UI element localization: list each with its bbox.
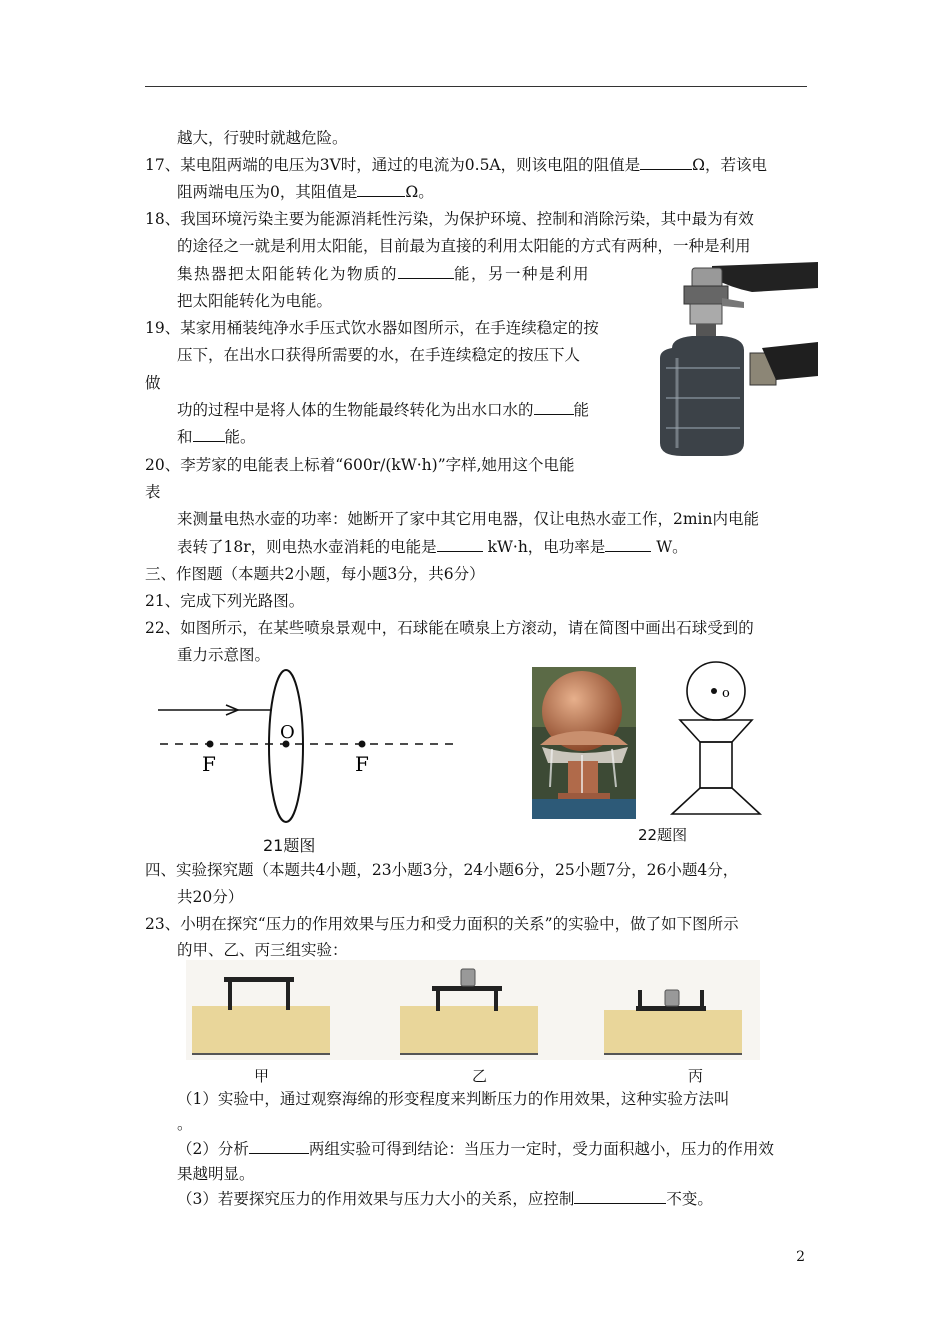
section-4-heading-cont: 共20分） [177,888,244,906]
fountain-schematic [668,658,800,820]
page-number: 2 [796,1249,805,1265]
text-line: 越大，行驶时就越危险。 [177,129,348,147]
question-18-cont: 把太阳能转化为电能。 [177,292,333,310]
question-18-cont: 的途径之一就是利用太阳能，目前最为直接的利用太阳能的方式有两种，一种是利用 [177,237,751,255]
question-19: 19、某家用桶装纯净水手压式饮水器如图所示，在手连续稳定的按 [145,319,599,337]
question-19-cont: 压下，在出水口获得所需要的水，在手连续稳定的按压下人 [177,346,581,364]
answer-blank[interactable] [398,264,454,279]
optical-center-label: O [280,722,295,743]
question-23-part3: （3）若要探究压力的作用效果与压力大小的关系，应控制 不变。 [177,1190,713,1208]
question-18-cont: 集热器把太阳能转化为物质的 能，另一种是利用 [177,265,591,283]
question-19-cont: 做 [145,374,161,392]
question-19-cont: 功的过程中是将人体的生物能最终转化为出水口水的 能 [177,401,590,419]
question-23-part2: （2）分析 两组实验可得到结论：当压力一定时，受力面积越小，压力的作用效 [177,1140,774,1158]
question-17-cont: 阻两端电压为0，其阻值是 Ω。 [177,183,434,201]
question-23-part2-cont: 果越明显。 [177,1165,255,1183]
answer-blank[interactable] [437,537,483,552]
question-22: 22、如图所示，在某些喷泉景观中，石球能在喷泉上方滚动，请在简图中画出石球受到的 [145,619,754,637]
question-19-cont: 和 能。 [177,428,256,446]
water-dispenser-image [652,258,818,458]
experiment-label-jia: 甲 [254,1067,270,1085]
answer-blank[interactable] [605,537,651,552]
question-23-part1: （1）实验中，通过观察海绵的形变程度来判断压力的作用效果，这种实验方法叫 [177,1090,730,1108]
answer-blank[interactable] [357,182,405,197]
question-23: 23、小明在探究“压力的作用效果与压力和受力面积的关系”的实验中，做了如下图所示 [145,915,739,933]
experiment-label-bing: 丙 [688,1067,704,1085]
question-20: 20、李芳家的电能表上标着“600r/(kW·h)”字样,她用这个电能 [145,456,575,474]
section-4-heading: 四、实验探究题（本题共4小题，23小题3分，24小题6分，25小题7分，26小题4分， [145,861,739,879]
question-22-cont: 重力示意图。 [177,646,271,664]
question-20-cont: 表 [145,483,161,501]
question-23-part1-cont: 。 [177,1115,193,1133]
question-21: 21、完成下列光路图。 [145,592,305,610]
focus-label-right: F [355,752,369,776]
ball-center-label: o [722,686,730,701]
fountain-photo [532,667,636,819]
lens-diagram [150,668,470,828]
header-rule [145,86,807,87]
question-23-cont: 的甲、乙、丙三组实验： [177,941,348,959]
fig22-caption: 22题图 [638,826,688,844]
focus-label-left: F [202,752,216,776]
answer-blank[interactable] [640,155,692,170]
question-17: 17、某电阻两端的电压为3V时，通过的电流为0.5A，则该电阻的阻值是 Ω，若该电 [145,156,767,174]
answer-blank[interactable] [534,400,574,415]
fig21-caption: 21题图 [263,836,316,855]
question-20-cont: 来测量电热水壶的功率：她断开了家中其它用电器，仅让电热水壶工作，2min内电能 [177,510,760,528]
question-18: 18、我国环境污染主要为能源消耗性污染，为保护环境、控制和消除污染，其中最为有效 [145,210,754,228]
answer-blank[interactable] [193,427,225,442]
answer-blank[interactable] [249,1139,309,1154]
experiment-label-yi: 乙 [472,1067,488,1085]
section-3-heading: 三、作图题（本题共2小题，每小题3分，共6分） [145,565,485,583]
question-20-cont: 表转了18r，则电热水壶消耗的电能是 kW·h，电功率是 W。 [177,538,688,556]
sponge-experiment-image [186,960,760,1060]
answer-blank[interactable] [574,1189,666,1204]
